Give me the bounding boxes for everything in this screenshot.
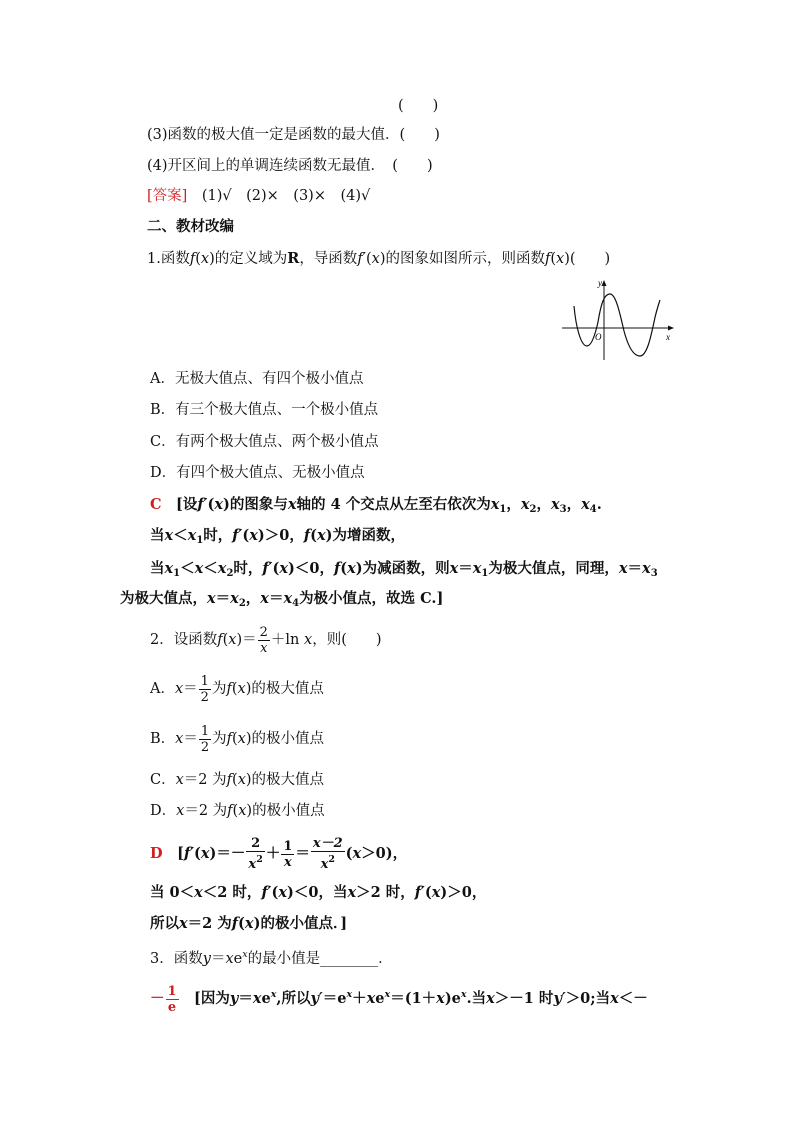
- sol-math: x: [347, 884, 357, 901]
- sol2-fraction-3: [311, 836, 345, 872]
- sol-sup: x: [384, 989, 391, 1000]
- sol-text: )＜0，: [288, 560, 334, 577]
- sol-text: ＜: [173, 527, 188, 544]
- frac-num: 2: [259, 624, 268, 640]
- frac-den: x: [283, 854, 292, 870]
- opt-text: )的极大值点: [245, 772, 325, 788]
- opt-text: ＝2 为: [184, 803, 228, 819]
- opt-math: f: [226, 731, 232, 747]
- opt-text: (: [232, 803, 239, 819]
- q1-text: )( ): [564, 251, 611, 267]
- sol-text: )＝－: [209, 845, 246, 862]
- sol-math: x: [287, 496, 297, 513]
- sol-text: [因为: [179, 990, 230, 1007]
- q1-x: x: [556, 251, 565, 267]
- opt-math: x: [176, 803, 185, 819]
- sol-sub: 1: [499, 504, 507, 515]
- sol-text: )为减函数，则: [355, 560, 450, 577]
- opt-math: f: [226, 772, 233, 788]
- sol-math: x: [316, 527, 326, 544]
- opt-text: ＝: [183, 681, 198, 697]
- opt-text: 为: [211, 681, 227, 697]
- answer-key: －: [150, 990, 165, 1007]
- sol-text: ＝: [295, 845, 310, 862]
- sol-math: x: [207, 590, 216, 607]
- sol-math: x: [486, 990, 495, 1007]
- graph-curve: [574, 294, 660, 356]
- sol-math: x: [200, 845, 210, 862]
- sol-math: x: [431, 884, 441, 901]
- opt-text: ＝: [183, 731, 198, 747]
- q1-option-a: A．无极大值点、有四个极小值点: [150, 371, 364, 387]
- graph-label-y: y: [598, 278, 602, 288]
- sol-math: x: [217, 560, 227, 577]
- frac-den-sup: 2: [256, 854, 263, 865]
- q1-solution-line2: [150, 526, 405, 551]
- q2-fraction: [258, 625, 270, 656]
- q1-solution-line1: [150, 495, 602, 520]
- sol-text: )的图象与: [223, 496, 288, 513]
- sol-math: x: [490, 496, 500, 513]
- q2-text: ＋ln: [270, 632, 305, 648]
- sol-text: ＋: [352, 990, 367, 1007]
- sol-sub: 4: [292, 598, 300, 609]
- sol-math: x: [581, 496, 590, 513]
- q1-option-d: D．有四个极大值点、无极小值点: [150, 465, 365, 481]
- graph-y-arrow: [602, 280, 607, 286]
- q1-text: (: [365, 251, 372, 267]
- sol-text: )＞0，: [440, 884, 487, 901]
- line-paren: ( ): [398, 98, 439, 114]
- frac-den: x: [320, 857, 329, 872]
- q2-solution-line1: [150, 836, 407, 872]
- sol-text: (: [238, 915, 245, 932]
- opt-math: x: [175, 731, 184, 747]
- sol-text: .: [596, 496, 602, 513]
- q1-fprime: f′: [357, 251, 366, 267]
- sol-math: x: [164, 527, 174, 544]
- sol-text: ＝: [215, 590, 231, 607]
- sol-sub: 4: [589, 504, 597, 515]
- opt-text: )的极小值点: [246, 803, 325, 819]
- sol-math: x: [260, 590, 269, 607]
- sol-text: ，: [566, 496, 582, 513]
- sol-math: y′: [310, 990, 323, 1007]
- q3-math: y: [202, 951, 211, 967]
- q1-text: 1.函数: [147, 251, 190, 267]
- sol2-fraction-2: [281, 839, 294, 870]
- q1-text: )的图象如图所示，则函数: [379, 251, 545, 267]
- opt-math: x: [237, 731, 246, 747]
- sol-text: ，: [536, 496, 551, 513]
- q2-option-c: [150, 770, 324, 790]
- sol-text: 当 0＜: [150, 884, 195, 901]
- sol-math: x: [449, 560, 459, 577]
- frac-den: e: [167, 999, 177, 1015]
- sol-text: (: [242, 527, 250, 544]
- sol-text: 轴的 4 个交点从左至右依次为: [296, 496, 491, 513]
- sol-math: f′: [262, 560, 273, 577]
- opt-text: D．: [150, 803, 177, 819]
- q2-text: )＝: [236, 632, 257, 648]
- graph-label-x: x: [666, 332, 670, 342]
- q3-text: 的最小值是________．: [247, 951, 393, 967]
- sol-math: x: [214, 496, 224, 513]
- q3-text: ＝: [210, 951, 226, 967]
- q3-math: x: [225, 951, 234, 967]
- sol-text: 时，: [203, 527, 233, 544]
- sol-sub: 1: [173, 568, 181, 579]
- opt-text: B．: [150, 731, 176, 747]
- frac-den: 2: [200, 739, 210, 755]
- sol-text: ，: [506, 496, 521, 513]
- q1-text: (: [195, 251, 201, 267]
- opt-math: x: [237, 681, 246, 697]
- sol-text: ＋: [265, 845, 281, 862]
- item-4: (4)开区间上的单调连续函数无最值． ( ): [147, 158, 433, 174]
- sol-text: (: [340, 560, 348, 577]
- sol-text: ，: [245, 590, 261, 607]
- q1-text: )的定义域为: [209, 251, 288, 267]
- opt-text: )的极大值点: [245, 681, 324, 697]
- sol-math: x: [642, 560, 651, 577]
- sol-text: (: [271, 884, 279, 901]
- sol-math: x: [279, 560, 288, 577]
- sol-math: x: [618, 560, 628, 577]
- sol-math: f: [231, 915, 239, 932]
- opt-text: (: [232, 772, 238, 788]
- sol-sub: 1: [196, 535, 204, 546]
- opt-math: f: [227, 803, 233, 819]
- q1-f: f: [545, 251, 551, 267]
- sol2-fraction-1: [246, 836, 264, 872]
- sol-text: ＞0;当: [565, 990, 611, 1007]
- q1-x: x: [371, 251, 380, 267]
- q2-text: 2．设函数: [150, 632, 218, 648]
- q1-x: x: [200, 251, 210, 267]
- q1-f: f: [189, 251, 196, 267]
- sol-math: x: [194, 560, 204, 577]
- q1-solution-line3: [150, 559, 658, 584]
- sol-sub: 3: [650, 568, 658, 579]
- sol-sub: 2: [238, 598, 246, 609]
- answer-line: [147, 186, 370, 206]
- sol-math: f′: [183, 845, 195, 862]
- sol-text: ＜－: [618, 990, 648, 1007]
- opt-text: (: [231, 681, 238, 697]
- opt-math: f: [226, 681, 232, 697]
- opt-b-fraction: [199, 724, 211, 755]
- sol-math: x: [194, 884, 203, 901]
- sol-math: x: [352, 845, 362, 862]
- item-3: (3)函数的极大值一定是函数的最大值．( ): [147, 127, 440, 143]
- sol-sub: 2: [226, 568, 234, 579]
- opt-math: x: [238, 803, 247, 819]
- sol-sub: 2: [529, 504, 537, 515]
- sol-sup: x: [270, 989, 277, 1000]
- q1-text: ，导函数: [299, 251, 358, 267]
- q3-text: e: [233, 951, 243, 967]
- sol-math: f′: [261, 884, 272, 901]
- q2-solution-line2: [150, 883, 486, 903]
- answer-key: D: [150, 845, 163, 862]
- sol-text: (: [424, 884, 432, 901]
- q2-math: x: [304, 632, 313, 648]
- opt-math: x: [174, 681, 184, 697]
- sol-text: ＝2 为: [187, 915, 232, 932]
- q1-option-b: B．有三个极大值点、一个极小值点: [150, 402, 379, 418]
- sol-math: x: [252, 990, 262, 1007]
- question-3: [150, 945, 393, 969]
- sol-text: [: [162, 845, 184, 862]
- frac-num: 2: [246, 836, 264, 852]
- sol-math: x: [436, 990, 445, 1007]
- sol-math: x: [610, 990, 619, 1007]
- sol-text: ＝: [268, 590, 284, 607]
- sol-math: f: [303, 527, 311, 544]
- q1-R: R: [287, 250, 300, 267]
- sol-text: )＜0，当: [287, 884, 348, 901]
- sol-math: x: [179, 915, 188, 932]
- opt-text: ＝2 为: [183, 772, 227, 788]
- sol-math: x: [164, 560, 174, 577]
- sol-text: ＜: [203, 560, 218, 577]
- sol-math: x: [278, 884, 288, 901]
- q2-math: f: [217, 632, 223, 648]
- sol-text: )为增函数，: [325, 527, 405, 544]
- sol-text: (: [310, 527, 317, 544]
- sol-text: ＝: [458, 560, 473, 577]
- sol-text: (: [272, 560, 280, 577]
- sol-text: ＜: [180, 560, 195, 577]
- sol-math: x: [550, 496, 560, 513]
- q3-sup: x: [242, 949, 248, 960]
- opt-text: )的极小值点: [245, 731, 325, 747]
- q1-text: (: [550, 251, 557, 267]
- q2-text: ，则( ): [312, 632, 382, 648]
- q2-math: x: [228, 632, 237, 648]
- sol-text: 当: [150, 560, 165, 577]
- sol-math: f: [333, 560, 341, 577]
- sol-text: ＝e: [322, 990, 347, 1007]
- sol-math: x: [244, 915, 254, 932]
- sol-text: 为极大值点，: [120, 590, 207, 607]
- sol-text: .当: [466, 990, 487, 1007]
- sol-text: 当: [150, 527, 165, 544]
- sol-math: x: [366, 990, 376, 1007]
- sol-text: )e: [444, 990, 461, 1007]
- q1-solution-line4: [120, 589, 443, 614]
- sol-math: y: [229, 990, 239, 1007]
- sol-text: ＝(1＋: [390, 990, 437, 1007]
- sol-math: x: [230, 590, 239, 607]
- sol-text: ,所以: [276, 990, 311, 1007]
- opt-text: C．: [150, 772, 176, 788]
- sol3-answer-fraction: [166, 984, 179, 1015]
- frac-num: x－2: [312, 836, 343, 851]
- q2-option-a: [150, 672, 324, 706]
- q2-solution-line3: [150, 914, 347, 934]
- sol-sub: 3: [559, 504, 567, 515]
- derivative-graph: [560, 276, 676, 362]
- q1-option-c: C．有两个极大值点、两个极小值点: [150, 434, 379, 450]
- sol-text: )＞0，: [257, 527, 304, 544]
- q2-option-d: [150, 801, 325, 821]
- graph-x-arrow: [668, 326, 674, 331]
- sol-math: y′: [553, 990, 566, 1007]
- question-1: [147, 249, 610, 269]
- frac-num: 1: [283, 838, 293, 854]
- frac-den: x: [248, 857, 257, 872]
- sol-sup: x: [460, 989, 467, 1000]
- sol-math: x: [187, 527, 197, 544]
- sol-math: x: [283, 590, 293, 607]
- opt-math: x: [237, 772, 246, 788]
- frac-num: 1: [200, 723, 210, 739]
- frac-num: 1: [167, 983, 177, 999]
- frac-den: x: [260, 640, 268, 656]
- sol-text: (: [207, 496, 215, 513]
- sol-text: ＝: [627, 560, 643, 577]
- sol-math: x: [249, 527, 258, 544]
- frac-num: 1: [200, 673, 209, 689]
- answer-key: C: [150, 496, 162, 513]
- sol-text: ＜2 时，: [202, 884, 262, 901]
- sol-text: ＞－1 时: [494, 990, 554, 1007]
- frac-den: 2: [200, 689, 209, 705]
- opt-math: x: [175, 772, 184, 788]
- section-heading: 二、教材改编: [147, 218, 234, 235]
- sol-text: [设: [161, 496, 198, 513]
- sol-text: 所以: [150, 915, 179, 932]
- sol-text: 为极小值点，故选 C.]: [299, 590, 444, 607]
- sol-math: x: [472, 560, 482, 577]
- graph-label-origin: O: [595, 332, 602, 342]
- opt-text: (: [232, 731, 238, 747]
- question-2: [150, 623, 382, 657]
- sol-text: ＝: [238, 990, 253, 1007]
- opt-text: A．: [150, 681, 175, 697]
- q2-text: (: [222, 632, 229, 648]
- sol-text: ＞0)，: [361, 845, 408, 862]
- sol-text: ＞2 时，: [356, 884, 415, 901]
- sol-text: 为极大值点，同理，: [488, 560, 619, 577]
- answer-label: [答案]: [147, 188, 188, 204]
- sol-math: f′: [232, 527, 243, 544]
- sol-text: e: [375, 990, 385, 1007]
- q2-option-b: [150, 722, 324, 756]
- frac-den-sup: 2: [328, 854, 335, 865]
- sol-text: 时，: [233, 560, 263, 577]
- q3-text: 3．函数: [150, 951, 203, 967]
- opt-a-fraction: [199, 674, 211, 705]
- sol-sub: 1: [481, 568, 489, 579]
- sol-text: e: [261, 990, 271, 1007]
- q3-solution-line1: [150, 977, 648, 1017]
- sol-math: x: [520, 496, 530, 513]
- sol-math: f′: [197, 496, 208, 513]
- sol-text: (: [194, 845, 201, 862]
- sol-math: x: [347, 560, 356, 577]
- sol-text: )的极小值点．]: [253, 915, 348, 932]
- sol-text: (: [345, 845, 353, 862]
- answer-text: (1)√ (2)× (3)× (4)√: [187, 188, 371, 204]
- sol-math: f′: [414, 884, 425, 901]
- opt-text: 为: [212, 731, 227, 747]
- sol-sup: x: [346, 989, 353, 1000]
